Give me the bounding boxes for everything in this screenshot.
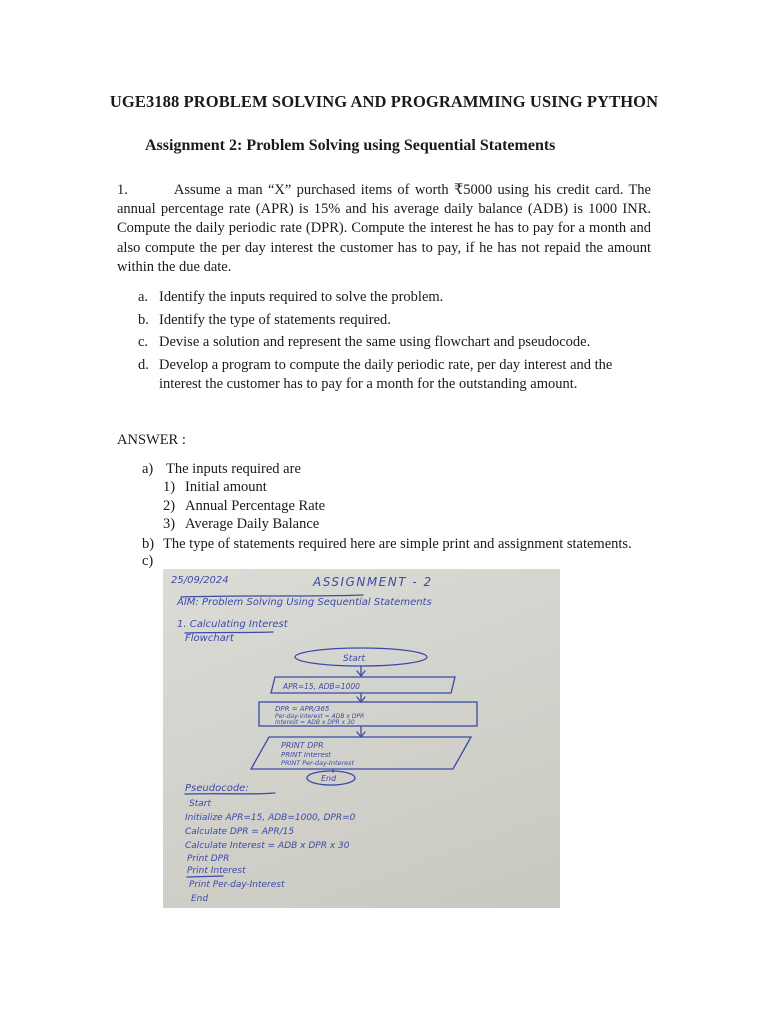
hw-sub1: 1. Calculating Interest bbox=[177, 619, 288, 630]
document-title: UGE3188 PROBLEM SOLVING AND PROGRAMMING USING PYTHON bbox=[109, 92, 659, 111]
subquestion-text: Identify the inputs required to solve the problem. bbox=[159, 289, 444, 305]
hw-pseudo-line: Calculate Interest = ADB x DPR x 30 bbox=[185, 841, 350, 851]
hw-input-box: APR=15, ADB=1000 bbox=[283, 682, 360, 691]
assignment-subtitle: Assignment 2: Problem Solving using Sequential Statements bbox=[145, 137, 556, 154]
answer-b-text: The type of statements required here are simple print and assignment statements. bbox=[163, 536, 632, 552]
answer-a-text: The inputs required are bbox=[166, 461, 301, 477]
answer-c-label: c) bbox=[142, 553, 154, 569]
subquestion-label: c. bbox=[138, 334, 149, 350]
hw-heading: ASSIGNMENT - 2 bbox=[313, 575, 433, 589]
hw-pseudo-line: Print Interest bbox=[187, 866, 246, 876]
scribble bbox=[187, 876, 223, 877]
hw-process-3: Interest = ADB x DPR x 30 bbox=[275, 719, 355, 726]
subquestion-b bbox=[138, 311, 658, 330]
subquestion-d bbox=[138, 356, 658, 394]
subquestion-text: Devise a solution and represent the same using flowchart and pseudocode. bbox=[159, 334, 591, 350]
hw-pseudo-line: End bbox=[191, 894, 209, 904]
input-item-number: 2) bbox=[163, 498, 176, 514]
subquestion-label: d. bbox=[138, 357, 149, 373]
subquestion-c bbox=[138, 333, 658, 352]
question-text: Assume a man “X” purchased items of worth ₹5000 using his credit card. The annual percentage rate (APR) is 15% and his average daily balance (ADB) is 1000 INR. Compute the daily periodic rate (DPR). Compute the interest he has to pay for a month and also compute the per day interest the customer has to pay, if he has not repaid the amount within the due date. bbox=[117, 182, 651, 275]
answer-a-label: a) bbox=[142, 461, 154, 477]
hw-output-1: PRINT DPR bbox=[281, 741, 324, 750]
hw-pseudo-line: Initialize APR=15, ADB=1000, DPR=0 bbox=[185, 813, 356, 823]
hw-start: Start bbox=[343, 654, 365, 664]
input-item-number: 1) bbox=[163, 479, 176, 495]
input-item-text: Average Daily Balance bbox=[185, 516, 320, 532]
hw-process-2: Per-day-interest = ADB x DPR bbox=[275, 713, 365, 720]
hw-process-1: DPR = APR/365 bbox=[275, 705, 330, 713]
answer-b-label: b) bbox=[142, 536, 155, 552]
subquestion-a bbox=[138, 288, 658, 307]
input-item-text: Initial amount bbox=[185, 479, 267, 495]
handwritten-page bbox=[163, 569, 560, 908]
hw-pseudo-line: Calculate DPR = APR/15 bbox=[185, 827, 295, 837]
input-item-number: 3) bbox=[163, 516, 176, 532]
subquestion-text: Identify the type of statements required. bbox=[159, 312, 391, 328]
hw-date: 25/09/2024 bbox=[171, 575, 229, 586]
subquestion-label: b. bbox=[138, 312, 149, 328]
hw-aim: AIM: Problem Solving Using Sequential Statements bbox=[177, 597, 432, 608]
hw-pseudo-line: Print Per-day-Interest bbox=[189, 880, 285, 890]
hw-output-2: PRINT Interest bbox=[281, 751, 332, 759]
question-1 bbox=[117, 181, 651, 277]
hw-pseudo-line: Print DPR bbox=[187, 854, 230, 864]
hw-end: End bbox=[321, 774, 337, 783]
subquestion-text: Develop a program to compute the daily periodic rate, per day interest and the interest the customer has to pay for a month for the outstanding amount. bbox=[159, 357, 613, 393]
handwritten-flowchart-photo bbox=[163, 569, 560, 908]
hw-pseudo-line: Start bbox=[189, 799, 211, 809]
hw-flowchart-label: Flowchart bbox=[185, 633, 234, 644]
answer-heading: ANSWER : bbox=[117, 432, 186, 448]
input-item-text: Annual Percentage Rate bbox=[185, 498, 326, 514]
subquestion-label: a. bbox=[138, 289, 149, 305]
hw-pseudocode-label: Pseudocode: bbox=[185, 783, 249, 794]
hw-output-3: PRINT Per-day-Interest bbox=[281, 759, 355, 767]
question-number: 1. bbox=[117, 182, 128, 198]
